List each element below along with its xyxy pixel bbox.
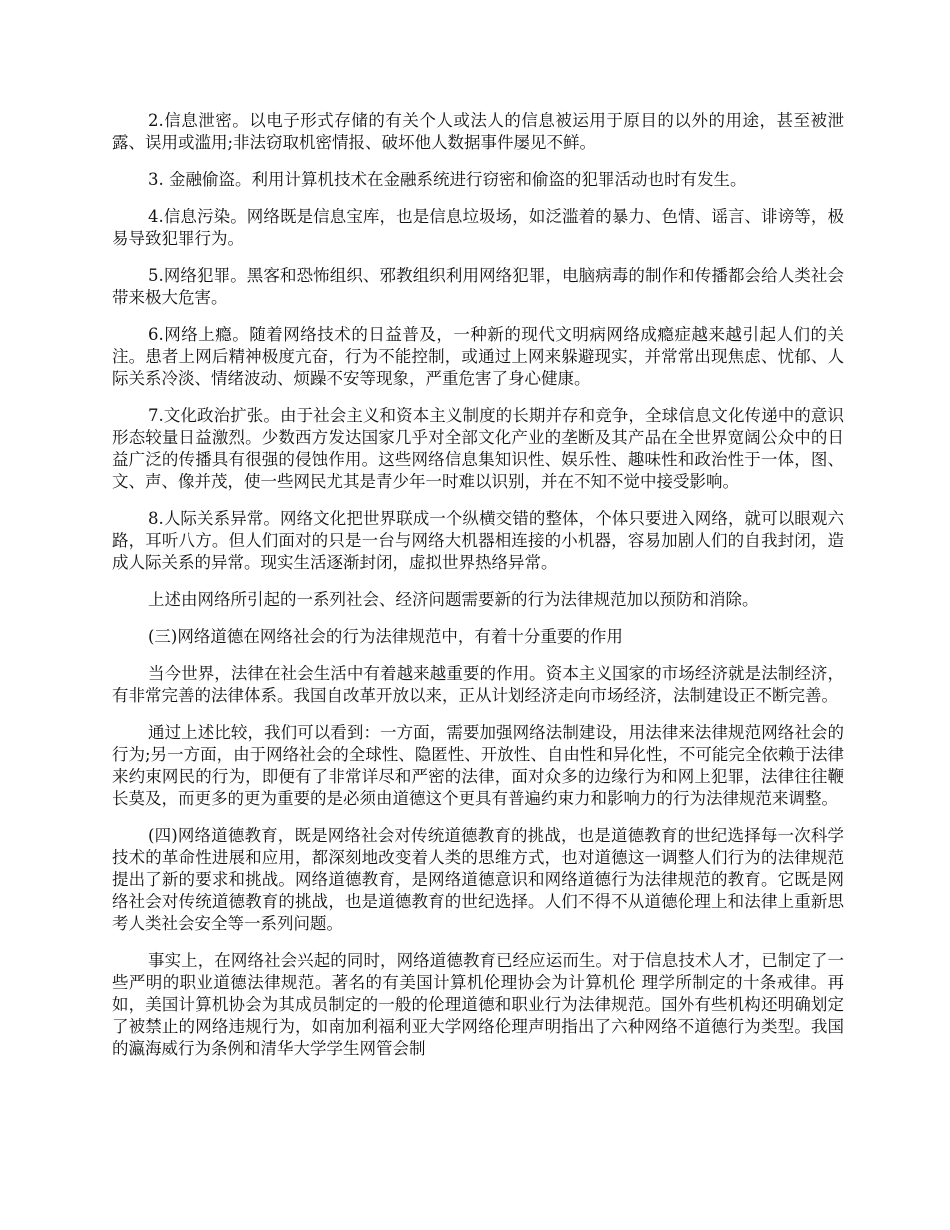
paragraph-cyber-crime: 5.网络犯罪。黑客和恐怖组织、邪教组织利用网络犯罪，电脑病毒的制作和传播都会给人类社会带来极大危害。 — [112, 266, 844, 307]
paragraph-ethics-education: (四)网络道德教育，既是网络社会对传统道德教育的挑战，也是道德教育的世纪选择每一次科学技术的革命性进展和应用，都深刻地改变着人类的思维方式，也对道德这一调整人们行为的法律规范提出了新的要求和挑战。网络道德教育，是网络道德意识和网络道德行为法律规范的教育。它既是网络社会对传统道德教育的挑战，也是道德教育的世纪选择。人们不得不从道德伦理上和法律上重新思考人类社会安全等一系列问题。 — [112, 826, 844, 933]
paragraph-interpersonal: 8.人际关系异常。网络文化把世界联成一个纵横交错的整体，个体只要进入网络，就可以眼观六路，耳听八方。但人们面对的只是一台与网络大机器相连接的小机器，容易加剧人们的自我封闭，造成人际关系的异常。现实生活逐渐封闭，虚拟世界热络异常。 — [112, 509, 844, 572]
section-heading-three: (三)网络道德在网络社会的行为法律规范中，有着十分重要的作用 — [148, 627, 623, 646]
paragraph-info-leak: 2.信息泄密。以电子形式存储的有关个人或法人的信息被运用于原目的以外的用途，甚至被泄露、误用或滥用;非法窃取机密情报、破坏他人数据事件屡见不鲜。 — [112, 111, 844, 152]
paragraph-internet-addiction: 6.网络上瘾。随着网络技术的日益普及，一种新的现代文明病网络成瘾症越来越引起人们的关注。患者上网后精神极度亢奋，行为不能控制，或通过上网来躲避现实，并常常出现焦虑、忧郁、人际关系冷淡、情绪波动、烦躁不安等现象，严重危害了身心健康。 — [112, 325, 844, 388]
paragraph-info-pollution: 4.信息污染。网络既是信息宝库，也是信息垃圾场，如泛滥着的暴力、色情、谣言、诽谤等，极易导致犯罪行为。 — [112, 207, 844, 248]
document-body — [112, 110, 844, 1075]
paragraph-comparison: 通过上述比较，我们可以看到：一方面，需要加强网络法制建设，用法律来法律规范网络社会的行为;另一方面，由于网络社会的全球性、隐匿性、开放性、自由性和异化性，不可能完全依赖于法律来约束网民的行为，即便有了非常详尽和严密的法律，面对众多的边缘行为和网上犯罪，法律往往鞭长莫及，而更多的更为重要的是必须由道德这个更具有普遍约束力和影响力的行为法律规范来调整。 — [112, 723, 844, 808]
paragraph-law-role: 当今世界，法律在社会生活中有着越来越重要的作用。资本主义国家的市场经济就是法制经济，有非常完善的法律体系。我国自改革开放以来，正从计划经济走向市场经济，法制建设正不断完善。 — [112, 664, 844, 705]
paragraph-financial-theft: 3. 金融偷盗。利用计算机技术在金融系统进行窃密和偷盗的犯罪活动也时有发生。 — [148, 170, 747, 189]
paragraph-facts: 事实上，在网络社会兴起的同时，网络道德教育已经应运而生。对于信息技术人才，已制定了一些严明的职业道德法律规范。著名的有美国计算机伦理协会为计算机伦 理学所制定的十条戒律。再如，美国计算机协会为其成员制定的一般的伦理道德和职业行为法律规范。国外有些机构还明确划定了被禁止的网络违规行为，如南加利福利亚大学网络伦理声明指出了六种网络不道德行为类型。我国的瀛海威行为条例和清华大学学生网管会制 — [112, 951, 844, 1058]
paragraph-summary: 上述由网络所引起的一系列社会、经济问题需要新的行为法律规范加以预防和消除。 — [148, 590, 759, 609]
paragraph-cultural-expansion: 7.文化政治扩张。由于社会主义和资本主义制度的长期并存和竞争，全球信息文化传递中的意识形态较量日益激烈。少数西方发达国家几乎对全部文化产业的垄断及其产品在全世界宽阔公众中的日益广泛的传播具有很强的侵蚀作用。这些网络信息集知识性、娱乐性、趣味性和政治性于一体，图、文、声、像并茂，使一些网民尤其是青少年一时难以识别，并在不知不觉中接受影响。 — [112, 406, 844, 491]
